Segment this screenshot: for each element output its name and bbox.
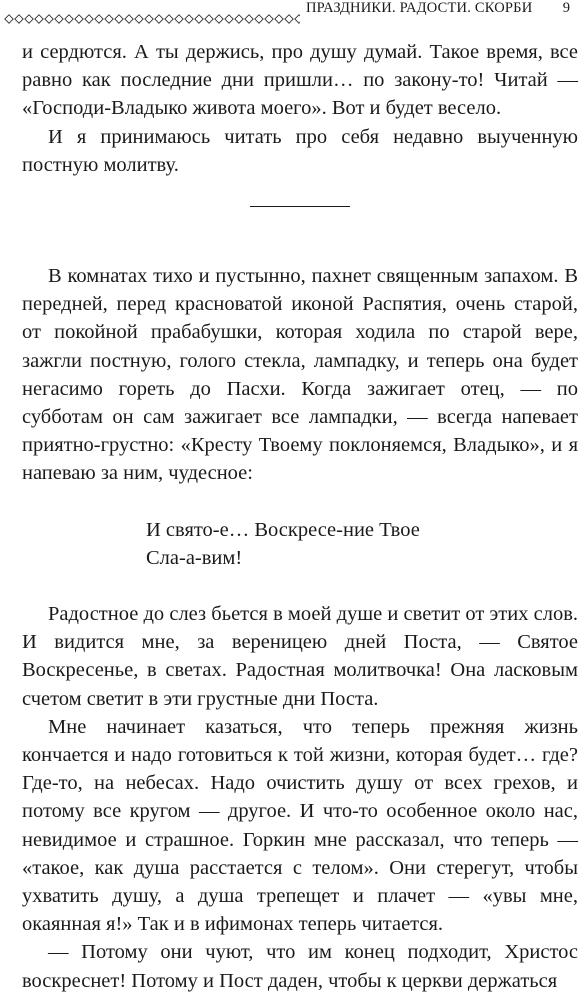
paragraph: И я принимаюсь читать про себя недавно выученную постную молитву. [22,125,578,176]
verse-line: И свято-е… Воскресе-ние Твое [146,518,420,541]
section-divider [250,206,350,207]
page-number: 9 [562,0,570,16]
paragraph: Радостное до слез бьется в моей душе и светит от этих слов. И видится мне, за вереницею дней Поста, — Святое Воскресенье, в светах. Радостная молитвочка! Она ласковым счетом светит в эти грустные дни Поста. [22,603,578,710]
header-ornament-band [4,14,300,24]
paragraph: В комнатах тихо и пустынно, пахнет священным запахом. В передней, перед красноватой иконой Распятия, очень старой, от покойной прабабушки, которая ходила по старой вере, зажгли постную, голого стекла, лампадку, и теперь она будет негасимо гореть до Пасхи. Когда зажигает отец, — по субботам он сам зажигает все лампадки, — всегда напевает приятно-грустно: «Кресту Твоему поклоняемся, Владыко», и я напеваю за ним, чудесное: [22,265,578,485]
verse-line: Сла-а-вим! [146,546,243,569]
page-header [0,0,584,26]
paragraph: Мне начинает казаться, что теперь прежняя жизнь кончается и надо готовиться к той жизни, которая будет… где? Где-то, на небесах. Надо очистить душу от всех грехов, и потому все кругом — другое. И что-то особенное около нас, невидимое и страшное. Горкин мне рассказал, что теперь — «такое, как душа расстается с телом». Они стерегут, чтобы ухватить душу, а душа трепещет и плачет — «увы мне, окаянная я!» Так и в ифимонах теперь читается. [22,715,578,936]
paragraph: и сердются. А ты держись, про душу думай. Такое время, все равно как последние дни пришли… по закону-то! Читай — «Господи-Владыко живота моего». Вот и будет весело. [22,41,578,120]
running-title: ПРАЗДНИКИ. РАДОСТИ. СКОРБИ [306,0,533,16]
paragraph: — Потому они чуют, что им конец подходит, Христос воскреснет! Потому и Пост даден, чтобы к церкви держаться [22,941,578,992]
verse-quote [146,516,578,572]
page-body [22,38,578,995]
